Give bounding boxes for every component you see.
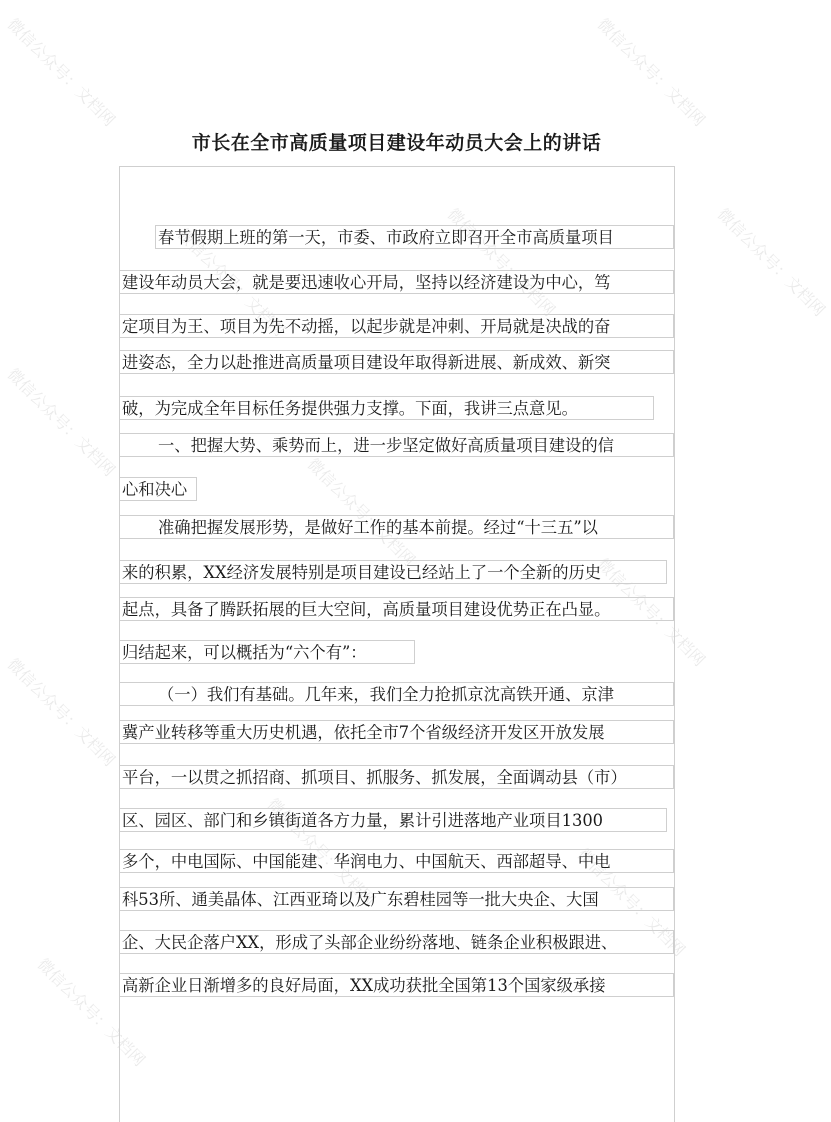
paragraph-line: 来的积累，XX经济发展特别是项目建设已经站上了一个全新的历史 — [119, 560, 667, 584]
watermark-text: 微信公众号：文档网 — [263, 794, 379, 910]
paragraph-line: 建设年动员大会，就是要迅速收心开局，坚持以经济建设为中心，笃 — [119, 270, 674, 294]
paragraph-line: 区、园区、部门和乡镇街道各方力量，累计引进落地产业项目1300 — [119, 808, 667, 832]
watermark-text: 微信公众号：文档网 — [3, 654, 119, 770]
paragraph-line: 多个，中电国际、中国能建、华润电力、中国航天、西部超导、中电 — [119, 849, 674, 873]
watermark-text: 微信公众号：文档网 — [33, 954, 149, 1070]
document-title: 市长在全市高质量项目建设年动员大会上的讲话 — [191, 132, 602, 154]
watermark-text: 微信公众号：文档网 — [3, 364, 119, 480]
paragraph-line: 进姿态，全力以赴推进高质量项目建设年取得新进展、新成效、新突 — [119, 350, 674, 374]
paragraph-line: 归结起来，可以概括为“六个有”： — [119, 640, 415, 664]
paragraph-line: 春节假期上班的第一天，市委、市政府立即召开全市高质量项目 — [155, 225, 674, 249]
paragraph-line: 准确把握发展形势，是做好工作的基本前提。经过“十三五”以 — [119, 515, 674, 539]
paragraph-line: （一）我们有基础。几年来，我们全力抢抓京沈高铁开通、京津 — [119, 682, 674, 706]
paragraph-line: 起点，具备了腾跃拓展的巨大空间，高质量项目建设优势正在凸显。 — [119, 597, 674, 621]
watermark-text: 微信公众号：文档网 — [593, 14, 709, 130]
watermark-text: 微信公众号：文档网 — [3, 14, 119, 130]
section-heading-line: 心和决心 — [119, 477, 197, 501]
paragraph-line: 科53所、通美晶体、江西亚琦以及广东碧桂园等一批大央企、大国 — [119, 887, 674, 911]
watermark-text: 微信公众号：文档网 — [173, 224, 289, 340]
section-heading-line: 一、把握大势、乘势而上，进一步坚定做好高质量项目建设的信 — [119, 433, 674, 457]
paragraph-line: 企、大民企落户XX，形成了头部企业纷纷落地、链条企业积极跟进、 — [119, 930, 674, 954]
paragraph-line: 高新企业日渐增多的良好局面，XX成功获批全国第13个国家级承接 — [119, 973, 674, 997]
watermark-text: 微信公众号：文档网 — [573, 844, 689, 960]
paragraph-line: 定项目为王、项目为先不动摇，以起步就是冲刺、开局就是决战的奋 — [119, 314, 674, 338]
watermark-text: 微信公众号：文档网 — [593, 554, 709, 670]
paragraph-line: 冀产业转移等重大历史机遇，依托全市7个省级经济开发区开放发展 — [119, 720, 674, 744]
paragraph-line: 平台，一以贯之抓招商、抓项目、抓服务、抓发展，全面调动县（市） — [119, 765, 674, 789]
paragraph-line: 破，为完成全年目标任务提供强力支撑。下面，我讲三点意见。 — [119, 396, 654, 420]
watermark-text: 微信公众号：文档网 — [303, 454, 419, 570]
watermark-text: 微信公众号：文档网 — [443, 204, 559, 320]
watermark-text: 微信公众号：文档网 — [713, 204, 829, 320]
